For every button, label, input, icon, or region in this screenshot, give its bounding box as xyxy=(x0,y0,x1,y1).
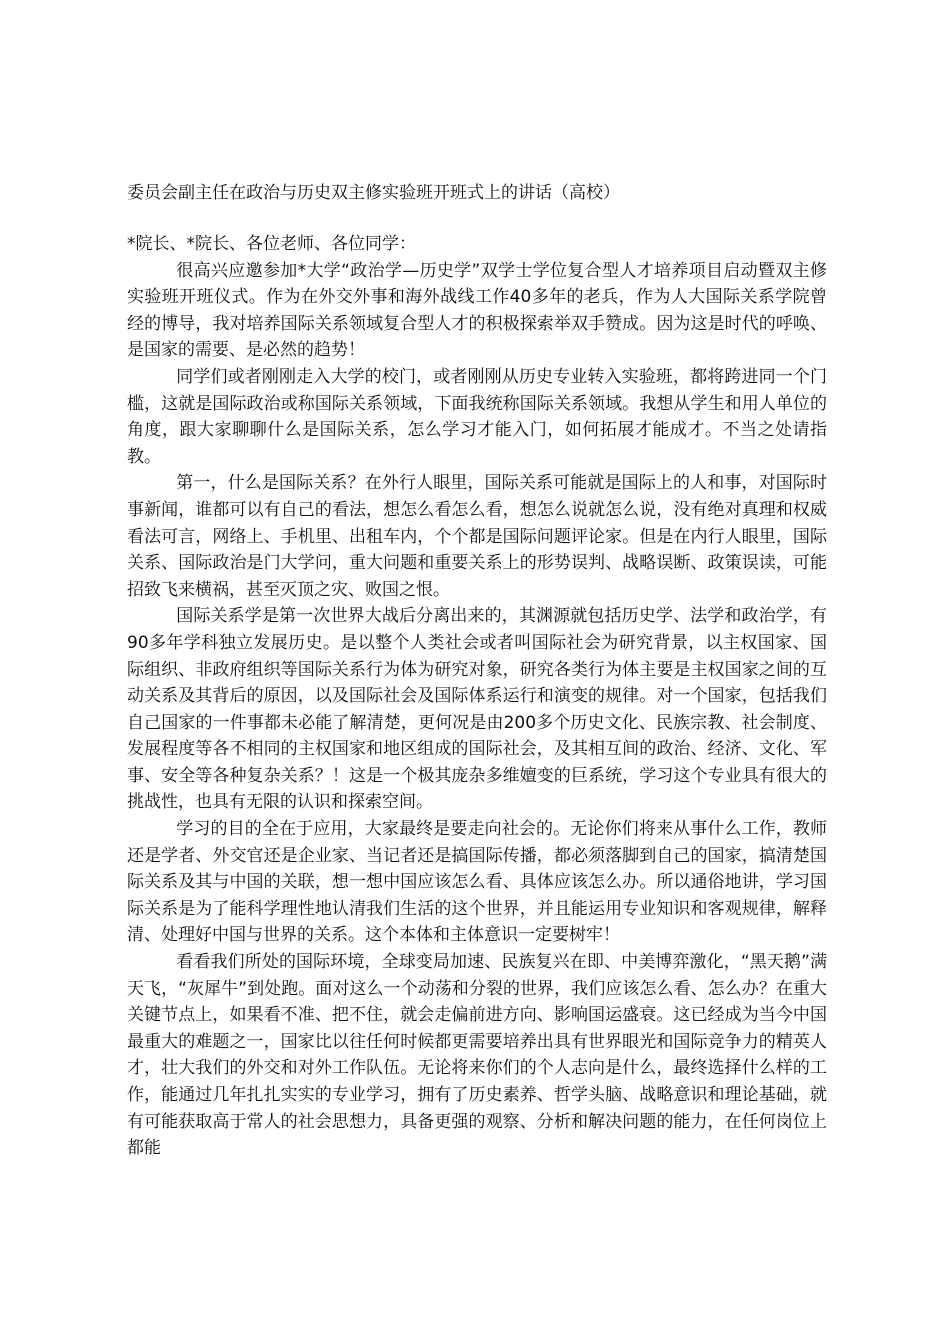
paragraph: 同学们或者刚刚走入大学的校门，或者刚刚从历史专业转入实验班，都将跨进同一个门槛，这就是国际政治或称国际关系领域，下面我统称国际关系领域。我想从学生和用人单位的角度，跟大家聊聊什么是国际关系，怎么学习才能入门，如何拓展才能成才。不当之处请指教。 xyxy=(127,366,827,467)
document-body xyxy=(127,231,827,1162)
paragraph: 第一，什么是国际关系？在外行人眼里，国际关系可能就是国际上的人和事，对国际时事新闻，谁都可以有自己的看法，想怎么看怎么看，想怎么说就怎么说，没有绝对真理和权威看法可言，网络上、手机里、出租车内，个个都是国际问题评论家。但是在内行人眼里，国际关系、国际政治是门大学问，重大问题和重要关系上的形势误判、战略误断、政策误读，可能招致飞来横祸，甚至灭顶之灾、败国之恨。 xyxy=(127,473,827,600)
paragraph: 看看我们所处的国际环境，全球变局加速、民族复兴在即、中美博弈激化，“黑天鹅”满天飞，“灰犀牛”到处跑。面对这么一个动荡和分裂的世界，我们应该怎么看、怎么办？在重大关键节点上，如果看不准、把不住，就会走偏前进方向、影响国运盛衰。这已经成为当今中国最重大的难题之一，国家比以往任何时候都更需要培养出具有世界眼光和国际竞争力的精英人才，壮大我们的外交和对外工作队伍。无论将来你们的个人志向是什么，最终选择什么样的工作，能通过几年扎扎实实的专业学习，拥有了历史素养、哲学头脑、战略意识和理论基础，就有可能获取高于常人的社会思想力，具备更强的观察、分析和解决问题的能力，在任何岗位上都能 xyxy=(127,952,827,1159)
document-title: 委员会副主任在政治与历史双主修实验班开班式上的讲话（高校） xyxy=(127,183,620,203)
paragraph: 国际关系学是第一次世界大战后分离出来的，其渊源就包括历史学、法学和政治学，有90多年学科独立发展历史。是以整个人类社会或者叫国际社会为研究背景，以主权国家、国际组织、非政府组织等国际关系行为体为研究对象，研究各类行为体主要是主权国家之间的互动关系及其背后的原因，以及国际社会及国际体系运行和演变的规律。对一个国家，包括我们自己国家的一件事都未必能了解清楚，更何况是由200多个历史文化、民族宗教、社会制度、发展程度等各不相同的主权国家和地区组成的国际社会，及其相互间的政治、经济、文化、军事、安全等各种复杂关系？！这是一个极其庞杂多维嬗变的巨系统，学习这个专业具有很大的挑战性，也具有无限的认识和探索空间。 xyxy=(127,606,827,813)
paragraph: 学习的目的全在于应用，大家最终是要走向社会的。无论你们将来从事什么工作，教师还是学者、外交官还是企业家、当记者还是搞国际传播，都必须落脚到自己的国家，搞清楚国际关系及其与中国的关联，想一想中国应该怎么看、具体应该怎么办。所以通俗地讲，学习国际关系是为了能科学理性地认清我们生活的这个世界，并且能运用专业知识和客观规律，解释清、处理好中国与世界的关系。这个本体和主体意识一定要树牢！ xyxy=(127,819,827,946)
salutation: *院长、*院长、各位老师、各位同学： xyxy=(127,234,416,254)
paragraph: 很高兴应邀参加*大学“政治学—历史学”双学士学位复合型人才培养项目启动暨双主修实验班开班仪式。作为在外交外事和海外战线工作40多年的老兵，作为人大国际关系学院曾经的博导，我对培养国际关系领域复合型人才的积极探索举双手赞成。因为这是时代的呼唤、是国家的需要、是必然的趋势！ xyxy=(127,260,827,361)
